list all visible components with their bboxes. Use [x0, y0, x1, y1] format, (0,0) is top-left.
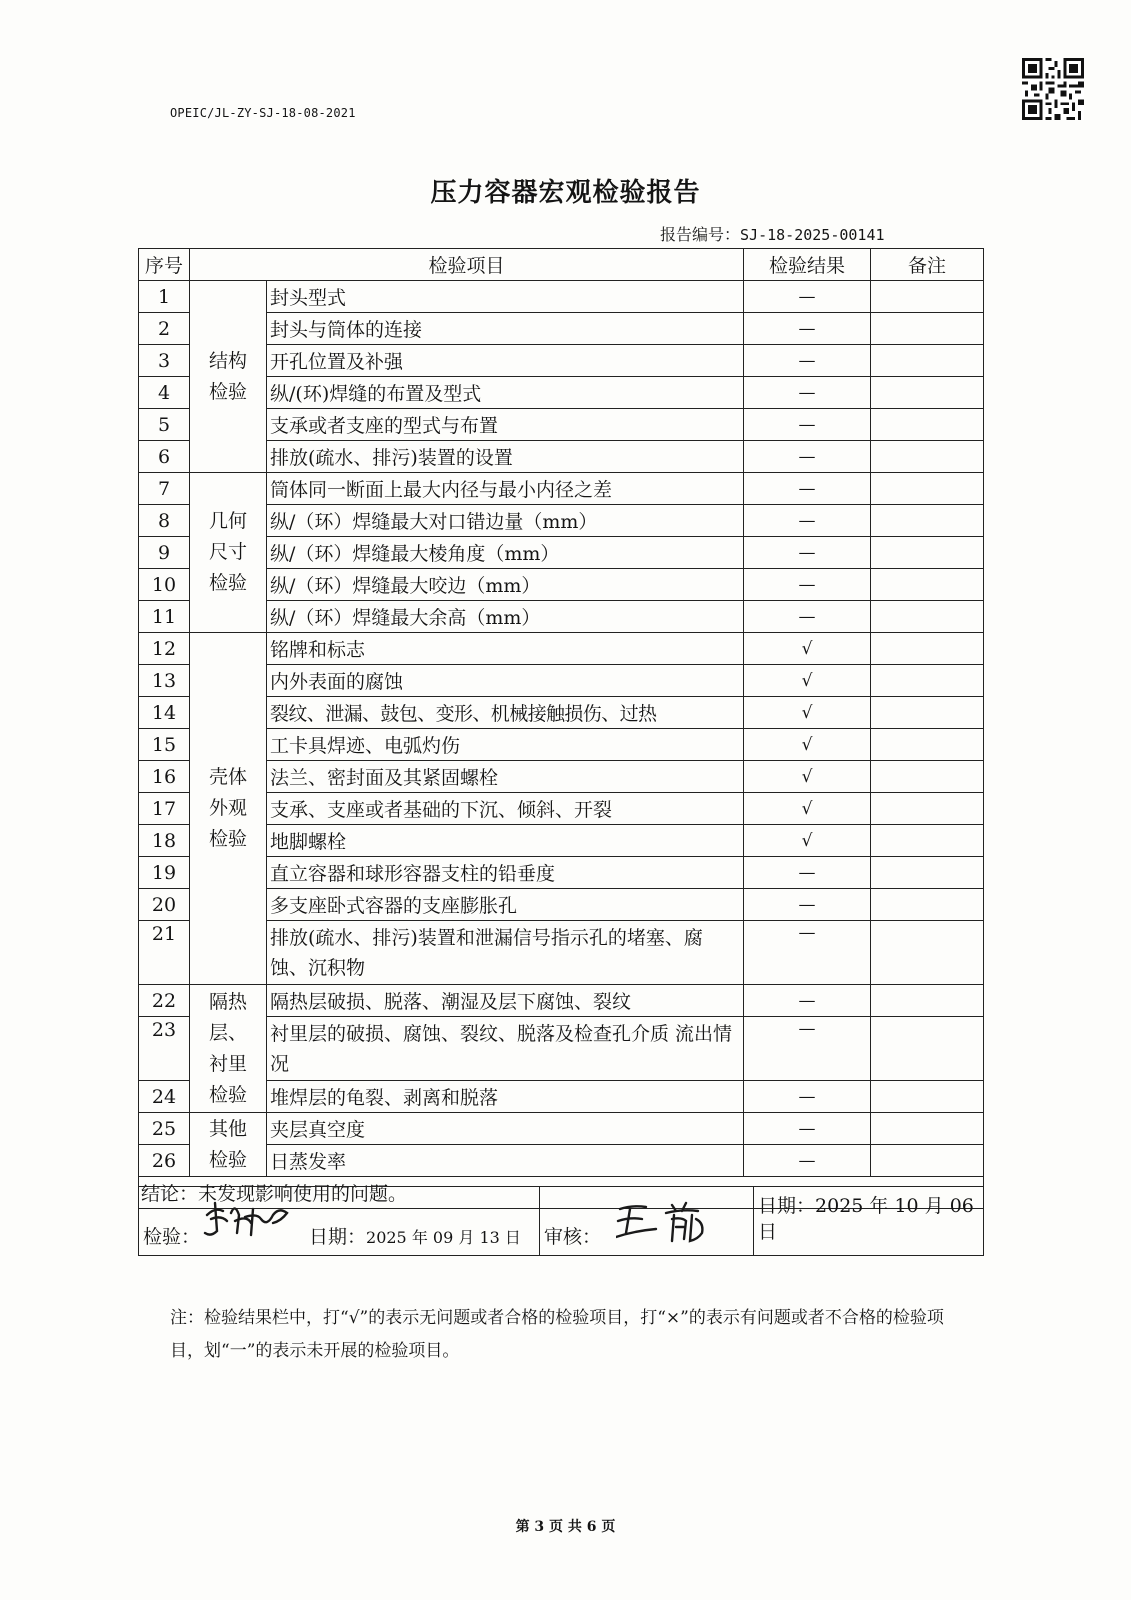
report-number [660, 222, 885, 245]
row-remark [871, 409, 984, 441]
row-result: — [744, 441, 871, 473]
row-item: 纵/(环)焊缝的布置及型式 [267, 377, 744, 409]
row-item: 内外表面的腐蚀 [267, 665, 744, 697]
inspect-date: 2025 年 09 月 13 日 [366, 1228, 521, 1247]
row-no: 11 [139, 601, 190, 633]
row-item: 支承或者支座的型式与布置 [267, 409, 744, 441]
row-no: 8 [139, 505, 190, 537]
row-no: 3 [139, 345, 190, 377]
table-row [139, 281, 984, 313]
row-result: — [744, 569, 871, 601]
row-item: 开孔位置及补强 [267, 345, 744, 377]
row-no: 26 [139, 1145, 190, 1177]
row-no: 6 [139, 441, 190, 473]
row-no: 24 [139, 1081, 190, 1113]
row-no: 15 [139, 729, 190, 761]
row-no: 25 [139, 1113, 190, 1145]
row-result: — [744, 1145, 871, 1177]
row-result: — [744, 409, 871, 441]
signature-table [138, 1186, 984, 1256]
row-item: 法兰、密封面及其紧固螺栓 [267, 761, 744, 793]
document-code: OPEIC/JL-ZY-SJ-18-08-2021 [170, 106, 356, 120]
row-no: 4 [139, 377, 190, 409]
row-item: 铭牌和标志 [267, 633, 744, 665]
row-remark [871, 505, 984, 537]
row-item: 封头与筒体的连接 [267, 313, 744, 345]
row-remark [871, 281, 984, 313]
row-no: 18 [139, 825, 190, 857]
category-other: 其他检验 [190, 1113, 267, 1177]
header-no: 序号 [139, 249, 190, 281]
header-result: 检验结果 [744, 249, 871, 281]
row-no: 23 [139, 1017, 190, 1081]
row-no: 12 [139, 633, 190, 665]
row-result: — [744, 921, 871, 985]
inspector-label: 检验： [143, 1226, 201, 1248]
row-item: 排放(疏水、排污)装置的设置 [267, 441, 744, 473]
row-result: — [744, 1017, 871, 1081]
row-remark [871, 1113, 984, 1145]
row-result: — [744, 505, 871, 537]
reviewer-label: 审核： [544, 1226, 602, 1248]
page-title: 压力容器宏观检验报告 [430, 178, 701, 208]
category-appearance: 壳体外观检验 [190, 633, 267, 985]
row-remark [871, 601, 984, 633]
row-result: — [744, 313, 871, 345]
row-result: — [744, 985, 871, 1017]
category-geometry: 几何尺寸检验 [190, 473, 267, 633]
inspector-signature [201, 1193, 293, 1243]
row-item: 日蒸发率 [267, 1145, 744, 1177]
row-remark [871, 921, 984, 985]
page-number: 第 3 页 共 6 页 [515, 1519, 616, 1535]
row-remark [871, 985, 984, 1017]
row-remark [871, 313, 984, 345]
row-no: 16 [139, 761, 190, 793]
row-result: √ [744, 761, 871, 793]
row-no: 21 [139, 921, 190, 985]
row-item: 纵/（环）焊缝最大棱角度（mm） [267, 537, 744, 569]
row-item: 支承、支座或者基础的下沉、倾斜、开裂 [267, 793, 744, 825]
header-remark: 备注 [871, 249, 984, 281]
row-result: √ [744, 729, 871, 761]
row-remark [871, 1017, 984, 1081]
row-item: 隔热层破损、脱落、潮湿及层下腐蚀、裂纹 [267, 985, 744, 1017]
row-item: 封头型式 [267, 281, 744, 313]
row-item: 裂纹、泄漏、鼓包、变形、机械接触损伤、过热 [267, 697, 744, 729]
row-result: — [744, 537, 871, 569]
row-item: 纵/（环）焊缝最大对口错边量（mm） [267, 505, 744, 537]
row-remark [871, 729, 984, 761]
row-remark [871, 473, 984, 505]
row-remark [871, 569, 984, 601]
row-item: 工卡具焊迹、电弧灼伤 [267, 729, 744, 761]
row-remark [871, 761, 984, 793]
row-item: 衬里层的破损、腐蚀、裂纹、脱落及检查孔介质 流出情况 [267, 1017, 744, 1081]
row-no: 10 [139, 569, 190, 601]
report-number-label: 报告编号： [660, 225, 741, 244]
row-remark [871, 793, 984, 825]
reviewer-cell [540, 1187, 754, 1256]
inspect-date-label: 日期： [309, 1226, 367, 1248]
row-result: — [744, 473, 871, 505]
row-remark [871, 857, 984, 889]
row-result: √ [744, 825, 871, 857]
qr-code-icon [1022, 58, 1084, 120]
row-item: 排放(疏水、排污)装置和泄漏信号指示孔的堵塞、腐蚀、沉积物 [267, 921, 744, 985]
row-result: — [744, 345, 871, 377]
row-result: — [744, 281, 871, 313]
row-result: √ [744, 697, 871, 729]
row-item: 堆焊层的龟裂、剥离和脱落 [267, 1081, 744, 1113]
row-item: 纵/（环）焊缝最大余高（mm） [267, 601, 744, 633]
row-no: 19 [139, 857, 190, 889]
table-row [139, 985, 984, 1017]
inspection-table [138, 248, 984, 1209]
row-result: √ [744, 633, 871, 665]
conclusion-label: 结论： [141, 1183, 199, 1205]
row-no: 7 [139, 473, 190, 505]
row-result: — [744, 857, 871, 889]
row-result: — [744, 1113, 871, 1145]
row-remark [871, 537, 984, 569]
table-row [139, 473, 984, 505]
row-remark [871, 665, 984, 697]
row-no: 20 [139, 889, 190, 921]
table-header-row [139, 249, 984, 281]
row-remark [871, 1145, 984, 1177]
report-number-value: SJ-18-2025-00141 [740, 226, 885, 244]
row-no: 17 [139, 793, 190, 825]
row-result: √ [744, 665, 871, 697]
row-no: 13 [139, 665, 190, 697]
row-no: 14 [139, 697, 190, 729]
table-row [139, 1113, 984, 1145]
category-structure: 结构检验 [190, 281, 267, 473]
row-remark [871, 889, 984, 921]
review-date-cell [754, 1187, 984, 1256]
row-result: — [744, 601, 871, 633]
row-item: 多支座卧式容器的支座膨胀孔 [267, 889, 744, 921]
row-result: √ [744, 793, 871, 825]
row-result: — [744, 889, 871, 921]
row-result: — [744, 377, 871, 409]
row-no: 1 [139, 281, 190, 313]
row-remark [871, 441, 984, 473]
reviewer-signature [616, 1195, 716, 1245]
row-result: — [744, 1081, 871, 1113]
review-date-label: 日期： [758, 1195, 816, 1217]
header-item: 检验项目 [190, 249, 744, 281]
row-remark [871, 633, 984, 665]
row-no: 5 [139, 409, 190, 441]
row-no: 9 [139, 537, 190, 569]
row-item: 直立容器和球形容器支柱的铅垂度 [267, 857, 744, 889]
row-remark [871, 1081, 984, 1113]
row-item: 地脚螺栓 [267, 825, 744, 857]
review-date: 2025 年 10 月 06 日 [758, 1195, 974, 1243]
category-insulation: 隔热层、衬里检验 [190, 985, 267, 1113]
inspector-cell [139, 1187, 540, 1256]
conclusion-text: 未发现影响使用的问题。 [198, 1183, 408, 1205]
row-item: 筒体同一断面上最大内径与最小内径之差 [267, 473, 744, 505]
table-row [139, 633, 984, 665]
row-item: 夹层真空度 [267, 1113, 744, 1145]
row-item: 纵/（环）焊缝最大咬边（mm） [267, 569, 744, 601]
row-remark [871, 345, 984, 377]
row-no: 2 [139, 313, 190, 345]
row-remark [871, 697, 984, 729]
row-remark [871, 377, 984, 409]
footnote: 注：检验结果栏中，打“√”的表示无问题或者合格的检验项目，打“×”的表示有问题或者不合格的检验项目，划“一”的表示未开展的检验项目。 [170, 1308, 944, 1361]
row-remark [871, 825, 984, 857]
row-no: 22 [139, 985, 190, 1017]
